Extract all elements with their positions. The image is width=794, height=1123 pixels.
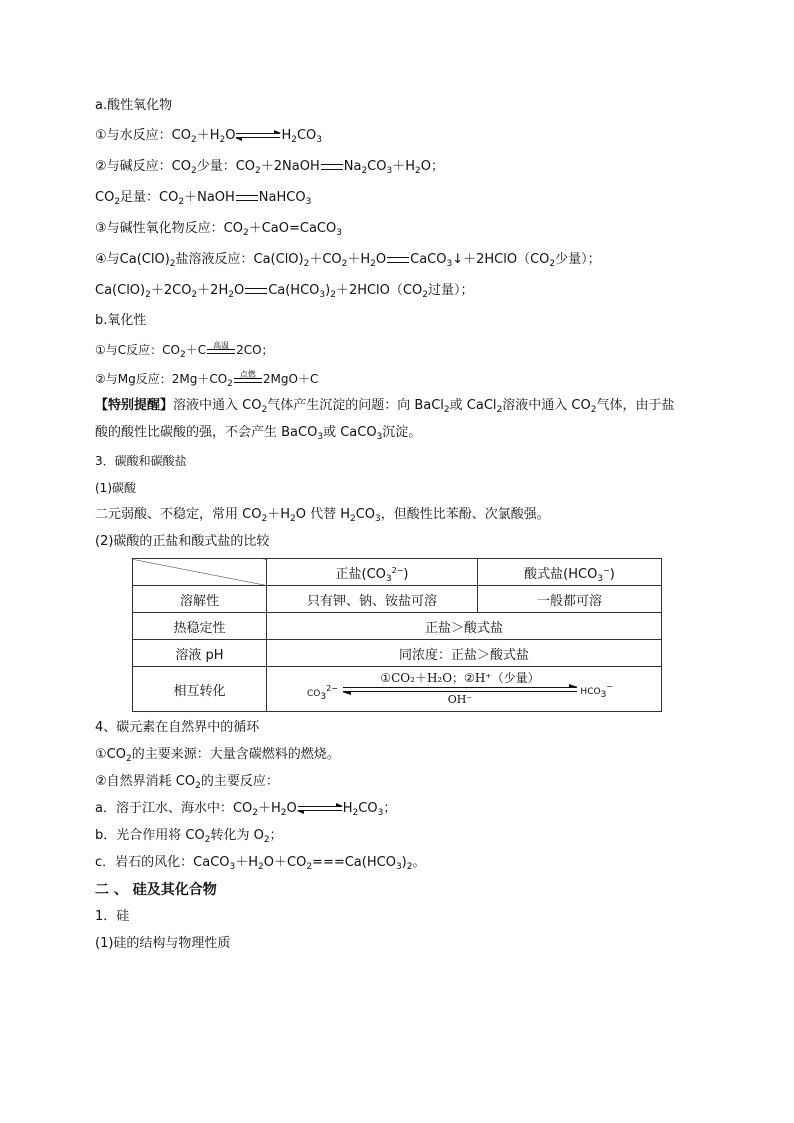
bicarbonate-ion: $HCO_3^-$: [580, 682, 613, 700]
cell-conversion: [267, 667, 662, 712]
reaction-with-water: ①与水反应：$CO_2+H_2O$ $H_2CO_3$: [95, 128, 323, 145]
diagonal-header-cell: [133, 559, 267, 586]
row-label-solubility: 溶解性: [133, 586, 267, 613]
reaction-with-carbon: ①与C反应：$CO_2+C$ 高温 2CO；: [95, 341, 274, 360]
condition-ignite: 点燃: [233, 371, 263, 385]
cell-ph: 同浓度：正盐＞酸式盐: [267, 640, 662, 667]
equals-sign-icon: [236, 195, 258, 201]
subsection-salt-comparison: (2)碳酸的正盐和酸式盐的比较: [95, 534, 270, 549]
silicon-structure-title: (1)硅的结构与物理性质: [95, 936, 231, 951]
equals-sign-icon: [387, 257, 409, 263]
part-2-title: 二 、 硅及其化合物: [95, 882, 217, 898]
cycle-weathering: c．岩石的风化：$CaCO_3+H_2O+CO_2===Ca(HCO_3)_2$。: [95, 855, 426, 872]
reaction-with-base-small: ②与碱反应：$CO_2$少量：$CO_2+2NaOH$ $Na_2CO_3+H_2O$；: [95, 159, 444, 176]
table-row: [133, 586, 662, 613]
cycle-photosynthesis: b．光合作用将 $CO_2$转化为 $O_2$；: [95, 828, 283, 845]
table-row: [133, 613, 662, 640]
header-normal-salt: 正盐$(CO_3^{2-})$: [267, 559, 478, 586]
salt-comparison-table: [132, 558, 662, 712]
reversible-arrow-icon: [298, 804, 342, 814]
heading-acidic-oxide: a.酸性氧化物: [95, 98, 173, 113]
cell-acid-solubility: 一般都可溶: [478, 586, 662, 613]
equals-sign-icon: [321, 164, 343, 170]
conversion-reverse-condition: OH⁻: [447, 693, 473, 706]
header-acid-salt: 酸式盐$(HCO_3^-)$: [478, 559, 662, 586]
section-3-title: 3．碳酸和碳酸盐: [95, 454, 187, 468]
table-row: [133, 667, 662, 712]
cycle-source: $①CO_2$的主要来源：大量含碳燃料的燃烧。: [95, 747, 340, 764]
table-row: [133, 559, 662, 586]
section-4-title: 4、碳元素在自然界中的循环: [95, 720, 260, 735]
reaction-with-basic-oxide: ③与碱性氧化物反应：$CO_2+CaO=CaCO_3$: [95, 221, 342, 238]
reaction-with-hypochlorite-excess: $Ca(ClO)_2+2CO_2+2H_2O$ $Ca(HCO_3)_2+2HClO(CO_2$过量）；: [95, 283, 474, 300]
row-label-ph: 溶液 pH: [133, 640, 267, 667]
row-label-stability: 热稳定性: [133, 613, 267, 640]
special-tip: 【特别提醒】溶液中通入 $CO_2$气体产生沉淀的问题：向 BaCl$_2$或 CaCl$_2$溶液中通入 $CO_2$气体，由于盐: [95, 398, 675, 415]
subsection-carbonic-acid: (1)碳酸: [95, 481, 136, 495]
cycle-consumption: ②自然界消耗 $CO_2$的主要反应：: [95, 774, 279, 791]
table-row: [133, 640, 662, 667]
row-label-conversion: 相互转化: [133, 667, 267, 712]
special-tip-cont: 酸的酸性比碳酸的强，不会产生 BaCO$_3$或 CaCO$_3$沉淀。: [95, 425, 422, 442]
reaction-with-magnesium: ②与Mg反应：$2Mg+CO_2$ 点燃 2MgO＋C: [95, 370, 319, 389]
cycle-dissolve: a．溶于江水、海水中：$CO_2+H_2O$ $H_2CO_3$；: [95, 801, 397, 818]
carbonic-acid-description: 二元弱酸、不稳定，常用 $CO_2+H_2O$ 代替 $H_2CO_3$，但酸性比苯酚、次氯酸强。: [95, 507, 550, 524]
conversion-forward-condition: ①CO₂＋H₂O；②H⁺（少量）: [380, 671, 540, 685]
cell-normal-solubility: 只有钾、钠、铵盐可溶: [267, 586, 478, 613]
reaction-with-hypochlorite-small: ④与$Ca(ClO)_2$盐溶液反应：$Ca(ClO)_2+CO_2+H_2O$ $CaCO_3↓+2HClO(CO_2$少量）；: [95, 252, 601, 269]
carbonate-ion: $CO_3^{2-}$: [307, 684, 338, 702]
reaction-with-base-excess: $CO_2$足量：$CO_2+NaOH$ NaHCO$_3$: [95, 190, 312, 207]
equals-sign-icon: [245, 288, 267, 294]
condition-high-temp: 高温: [206, 342, 236, 356]
heading-oxidizing: b.氧化性: [95, 313, 147, 328]
silicon-title: 1．硅: [95, 909, 130, 924]
reversible-arrow-icon: [236, 131, 280, 141]
cell-stability: 正盐＞酸式盐: [267, 613, 662, 640]
